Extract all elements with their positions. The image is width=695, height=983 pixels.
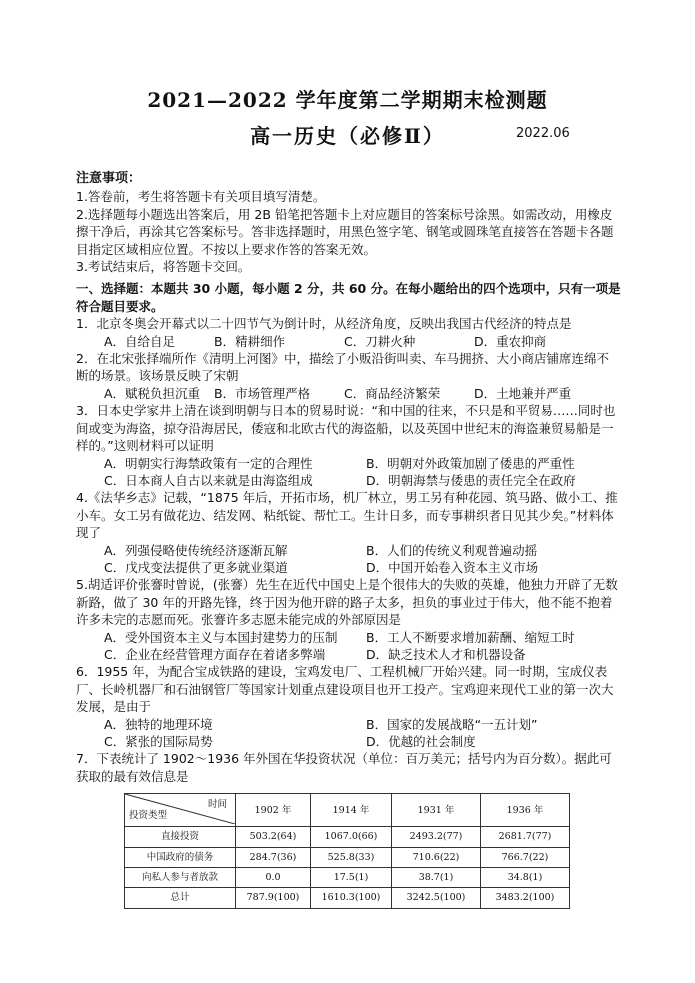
option: B．国家的发展战略“一五计划” [366,716,538,732]
table-cell: 710.6(22) [392,847,481,867]
exam-date: 2022.06 [516,126,570,141]
table-corner-cell [125,794,236,827]
table-cell: 2493.2(77) [392,827,481,847]
table-cell: 503.2(64) [236,827,311,847]
table-cell: 38.7(1) [392,868,481,888]
option: B．工人不断要求增加薪酬、缩短工时 [366,629,575,645]
option: A．赋税负担沉重 [104,385,201,401]
question-options [76,385,621,402]
question-options [76,716,621,751]
option: C．日本商人自古以来就是由海盗组成 [104,472,313,488]
question-options [76,629,621,664]
notice-item: 1.答卷前，考生将答题卡有关项目填写清楚。 [76,189,326,205]
table-cell: 766.7(22) [481,847,570,867]
option: C．刀耕火种 [344,333,416,349]
table-cell: 1610.3(100) [311,888,392,908]
option: D．重农抑商 [474,333,547,349]
notice-heading: 注意事项： [76,171,142,186]
option: A．明朝实行海禁政策有一定的合理性 [104,455,313,471]
table-row [125,827,570,847]
row-label: 向私人参与者放款 [125,868,236,888]
investment-table [124,793,570,909]
table-cell: 525.8(33) [311,847,392,867]
section-heading: 一、选择题：本题共 30 小题，每小题 2 分，共 60 分。在每小题给出的四个选项中，只有一项是符合题目要求。 [76,281,621,314]
question-options [76,542,621,577]
table-cell: 1067.0(66) [311,827,392,847]
option: D．缺乏技术人才和机器设备 [366,646,526,662]
option: C．戊戌变法提供了更多就业渠道 [104,559,288,575]
question-stem: 5.胡适评价张謇时曾说，(张謇）先生在近代中国史上是个很伟大的失败的英雄，他独力开辟了无数新路，做了 30 年的开路先锋，终于因为他开辟的路子太多，担负的事业过于伟大，他不能不抱着许多未完的志愿而死。张謇许多志愿未能完成的外部原因是 [76,577,618,628]
option: D．土地兼并严重 [474,385,572,401]
question-stem: 1．北京冬奥会开幕式以二十四节气为倒计时，从经济角度，反映出我国古代经济的特点是 [76,316,572,332]
notice-item: 3.考试结束后，将答题卡交回。 [76,259,251,275]
table-cell: 3242.5(100) [392,888,481,908]
row-label: 中国政府的债务 [125,847,236,867]
question-options [76,333,621,350]
option: C．紧张的国际局势 [104,734,213,749]
table-column-header: 1936 年 [481,794,570,827]
table-cell: 2681.7(77) [481,827,570,847]
question-stem: 6．1955 年，为配合宝成铁路的建设，宝鸡发电厂、工程机械厂开始兴建。同一时期，宝成仪表厂、长岭机器厂和石油钢管厂等国家计划重点建设项目也开工投产。宝鸡迎来现代工业的第一次大发展，是由于 [76,664,614,715]
option: B．明朝对外政策加剧了倭患的严重性 [366,455,575,471]
table-column-header: 1931 年 [392,794,481,827]
table-header-row [125,794,570,827]
table-cell: 284.7(36) [236,847,311,867]
option: D．明朝海禁与倭患的责任完全在政府 [366,472,576,488]
option: B．精耕细作 [214,333,286,349]
option: A．列强侵略使传统经济逐渐瓦解 [104,542,288,558]
exam-subtitle: 高一历史（必修Ⅱ） [250,124,445,148]
corner-type-label: 投资类型 [129,809,168,821]
question-stem: 4.《法华乡志》记载，“1875 年后，开拓市场，机厂林立，男工另有种花园、筑马路、做小工、推小车。女工另有做花边、结发网、粘纸锭、帮忙工。生计日多，而专事耕织者日见其少矣。”材料体现了 [76,490,618,541]
row-label: 总计 [125,888,236,908]
option: B．人们的传统义利观普遍动摇 [366,542,538,558]
option: A．受外国资本主义与本国封建势力的压制 [104,629,338,645]
exam-body [76,170,621,909]
table-column-header: 1914 年 [311,794,392,827]
row-label: 直接投资 [125,827,236,847]
table-column-header: 1902 年 [236,794,311,827]
option: D．中国开始卷入资本主义市场 [366,559,539,575]
question-stem: 2．在北宋张择端所作《清明上河图》中，描绘了小贩沿街叫卖、车马拥挤、大小商店铺席连绵不断的场景。该场景反映了宋朝 [76,351,609,384]
notice-item: 2.选择题每小题选出答案后，用 2B 铅笔把答题卡上对应题目的答案标号涂黑。如需改动，用橡皮擦干净后，再涂其它答案标号。答非选择题时，用黑色签字笔、钢笔或圆珠笔直接答在答题卡各题目指定区域相应位置。不按以上要求作答的答案无效。 [76,206,614,257]
option: A．独特的地理环境 [104,716,213,732]
table-cell: 0.0 [236,868,311,888]
table-row [125,868,570,888]
option: A．自给自足 [104,333,176,349]
option: C．商品经济繁荣 [344,385,441,401]
table-cell: 3483.2(100) [481,888,570,908]
table-cell: 17.5(1) [311,868,392,888]
table-row [125,888,570,908]
table-cell: 34.8(1) [481,868,570,888]
exam-title: 2021—2022 学年度第二学期期末检测题 [147,88,548,112]
table-cell: 787.9(100) [236,888,311,908]
option: B．市场管理严格 [214,385,311,401]
question-stem: 7．下表统计了 1902～1936 年外国在华投资状况（单位：百万美元；括号内为百分数）。据此可获取的最有效信息是 [76,751,612,784]
corner-time-label: 时间 [207,799,227,811]
table-row [125,847,570,867]
question-stem: 3．日本史学家井上清在谈到明朝与日本的贸易时说：“和中国的往来，不只是和平贸易……同时也间或变为海盗，掠夺沿海居民，倭寇和北欧古代的海盗船，以及英国中世纪末的海盗兼贸易船是一样的。”这则材料可以证明 [76,403,616,454]
question-options [76,455,621,490]
option: D．优越的社会制度 [366,734,476,749]
option: C．企业在经营管理方面存在着诸多弊端 [104,646,326,662]
